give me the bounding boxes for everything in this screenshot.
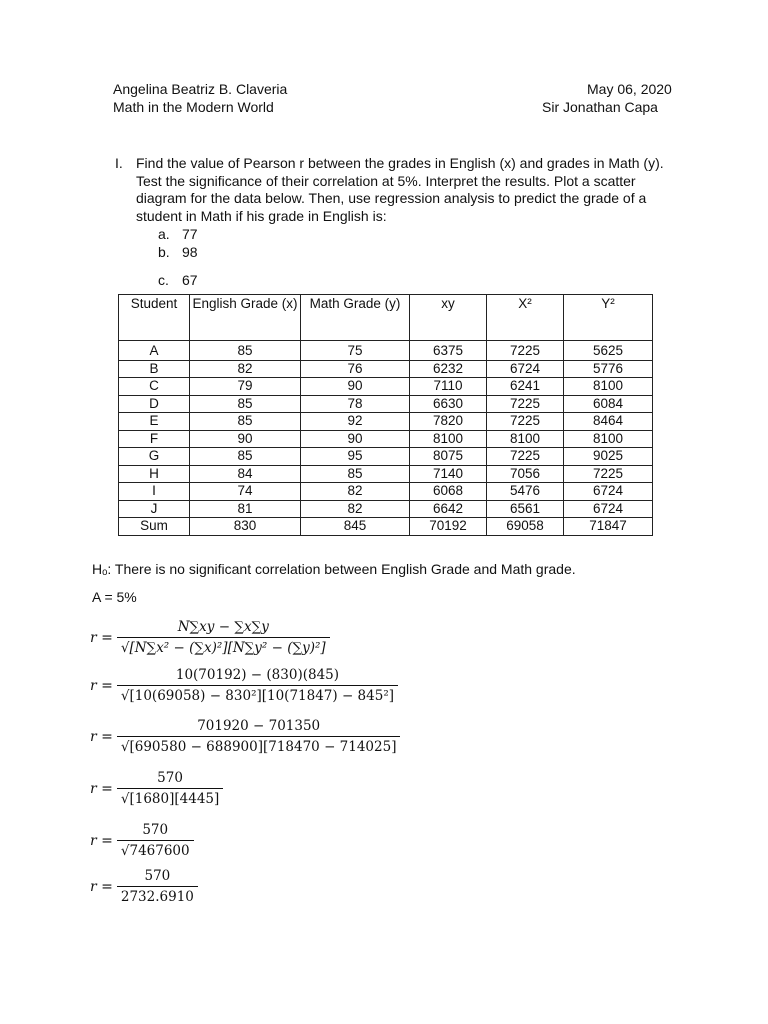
table-cell: H xyxy=(119,465,190,483)
option-letter: a. xyxy=(158,226,170,242)
table-cell: 74 xyxy=(190,483,301,501)
fraction-numerator: 570 xyxy=(144,868,171,884)
table-cell: 5776 xyxy=(564,360,653,378)
table-row xyxy=(119,378,653,396)
table-cell: 95 xyxy=(301,448,410,466)
table-cell: 6724 xyxy=(564,500,653,518)
table-cell: 92 xyxy=(301,413,410,431)
table-cell: Sum xyxy=(119,518,190,536)
formula-lhs: r = xyxy=(90,878,113,895)
col-header-english: English Grade (x) xyxy=(190,295,301,341)
table-cell: B xyxy=(119,360,190,378)
table-cell: 7225 xyxy=(487,413,564,431)
table-cell: 75 xyxy=(301,341,410,361)
option-c xyxy=(158,272,198,289)
table-cell: 70192 xyxy=(410,518,487,536)
table-cell: 85 xyxy=(190,341,301,361)
table-cell: J xyxy=(119,500,190,518)
table-cell: 5625 xyxy=(564,341,653,361)
table-cell: A xyxy=(119,341,190,361)
table-cell: 7056 xyxy=(487,465,564,483)
fraction xyxy=(117,770,223,807)
table-cell: 79 xyxy=(190,378,301,396)
table-cell: 7820 xyxy=(410,413,487,431)
table-cell: 8100 xyxy=(487,430,564,448)
formula-step xyxy=(90,770,223,807)
table-row xyxy=(119,413,653,431)
table-cell: 6630 xyxy=(410,395,487,413)
option-letter: c. xyxy=(158,272,169,288)
grades-table xyxy=(118,294,653,536)
fraction-numerator: 701920 − 701350 xyxy=(197,718,321,734)
null-hypothesis: Hₒ: There is no significant correlation between English Grade and Math grade. xyxy=(92,561,576,577)
option-letter: b. xyxy=(158,244,170,260)
table-row xyxy=(119,500,653,518)
fraction xyxy=(117,667,398,704)
table-cell: 6561 xyxy=(487,500,564,518)
table-cell: F xyxy=(119,430,190,448)
fraction xyxy=(117,718,401,755)
table-cell: 830 xyxy=(190,518,301,536)
fraction-denominator: √[N∑x² − (∑x)²][N∑y² − (∑y)²] xyxy=(117,637,330,656)
formula-lhs: r = xyxy=(90,677,113,694)
table-cell: 69058 xyxy=(487,518,564,536)
table-cell: 6724 xyxy=(487,360,564,378)
formula-lhs: r = xyxy=(90,629,113,646)
date: May 06, 2020 xyxy=(587,81,672,97)
table-cell: I xyxy=(119,483,190,501)
table-cell: 85 xyxy=(190,448,301,466)
student-name: Angelina Beatriz B. Claveria xyxy=(113,81,288,97)
table-cell: 8075 xyxy=(410,448,487,466)
table-cell: 6241 xyxy=(487,378,564,396)
table-row xyxy=(119,395,653,413)
table-row xyxy=(119,360,653,378)
table-cell: 6375 xyxy=(410,341,487,361)
table-cell: 7225 xyxy=(487,448,564,466)
option-value: 77 xyxy=(182,226,198,242)
fraction-numerator: 570 xyxy=(142,822,169,838)
fraction-numerator: 570 xyxy=(157,770,183,786)
table-body xyxy=(119,341,653,536)
table-header-row xyxy=(119,295,653,341)
table-cell: 5476 xyxy=(487,483,564,501)
table-cell: 7225 xyxy=(487,341,564,361)
table-cell: 8464 xyxy=(564,413,653,431)
table-cell: D xyxy=(119,395,190,413)
fraction-numerator: 10(70192) − (830)(845) xyxy=(175,667,340,683)
problem-number: I. xyxy=(115,155,123,171)
fraction xyxy=(117,822,194,859)
table-cell: 82 xyxy=(190,360,301,378)
table-cell: 85 xyxy=(190,395,301,413)
col-header-xy: xy xyxy=(410,295,487,341)
fraction-denominator: √[690580 − 688900][718470 − 714025] xyxy=(117,736,401,755)
fraction xyxy=(117,868,198,905)
table-cell: C xyxy=(119,378,190,396)
table-cell: 82 xyxy=(301,500,410,518)
table-cell: 9025 xyxy=(564,448,653,466)
option-a xyxy=(158,226,198,243)
fraction-denominator: √[10(69058) − 830²][10(71847) − 845²] xyxy=(117,685,398,704)
formula-step xyxy=(90,619,330,656)
table-cell: 82 xyxy=(301,483,410,501)
table-cell: 78 xyxy=(301,395,410,413)
table-cell: 90 xyxy=(301,378,410,396)
fraction xyxy=(117,619,330,656)
table-cell: 7225 xyxy=(487,395,564,413)
table-row xyxy=(119,465,653,483)
option-b xyxy=(158,244,198,261)
table-cell: 6068 xyxy=(410,483,487,501)
table-sum-row xyxy=(119,518,653,536)
table-cell: 6232 xyxy=(410,360,487,378)
table-cell: 76 xyxy=(301,360,410,378)
table-cell: 6724 xyxy=(564,483,653,501)
table-cell: 84 xyxy=(190,465,301,483)
formula-step xyxy=(90,868,198,905)
table-cell: 90 xyxy=(190,430,301,448)
fraction-denominator: 2732.6910 xyxy=(117,886,198,905)
table-cell: E xyxy=(119,413,190,431)
option-value: 98 xyxy=(182,244,198,260)
col-header-math: Math Grade (y) xyxy=(301,295,410,341)
table-cell: 7110 xyxy=(410,378,487,396)
table-cell: 6642 xyxy=(410,500,487,518)
table-cell: 6084 xyxy=(564,395,653,413)
fraction-numerator: N∑xy − ∑x∑y xyxy=(177,619,269,635)
table-cell: 71847 xyxy=(564,518,653,536)
col-header-y-squared: Y² xyxy=(564,295,653,341)
significance-level: A = 5% xyxy=(92,589,137,605)
table-cell: 85 xyxy=(301,465,410,483)
table-cell: 85 xyxy=(190,413,301,431)
formula-lhs: r = xyxy=(90,832,113,849)
table-cell: 8100 xyxy=(564,378,653,396)
table-cell: 90 xyxy=(301,430,410,448)
table-row xyxy=(119,448,653,466)
fraction-denominator: √7467600 xyxy=(117,840,194,859)
formula-lhs: r = xyxy=(90,728,113,745)
table-cell: 845 xyxy=(301,518,410,536)
table-row xyxy=(119,341,653,361)
table-cell: 8100 xyxy=(410,430,487,448)
formula-step xyxy=(90,718,400,755)
course-name: Math in the Modern World xyxy=(113,99,274,115)
formula-step xyxy=(90,667,398,704)
table-cell: 7140 xyxy=(410,465,487,483)
table-cell: G xyxy=(119,448,190,466)
teacher-name: Sir Jonathan Capa xyxy=(542,99,658,115)
formula-lhs: r = xyxy=(90,780,113,797)
col-header-x-squared: X² xyxy=(487,295,564,341)
table-cell: 8100 xyxy=(564,430,653,448)
formula-step xyxy=(90,822,194,859)
fraction-denominator: √[1680][4445] xyxy=(117,788,223,807)
table-row xyxy=(119,483,653,501)
col-header-student: Student xyxy=(119,295,190,341)
table-cell: 7225 xyxy=(564,465,653,483)
table-row xyxy=(119,430,653,448)
table-cell: 81 xyxy=(190,500,301,518)
problem-text: Find the value of Pearson r between the grades in English (x) and grades in Math (y). Test the significance of their correlation at 5%. Interpret the results. Plot a scatter diagram for the data below. Then, use regression analysis to predict the grade of a student in Math if his grade in English is: xyxy=(136,155,664,224)
option-value: 67 xyxy=(182,272,198,288)
